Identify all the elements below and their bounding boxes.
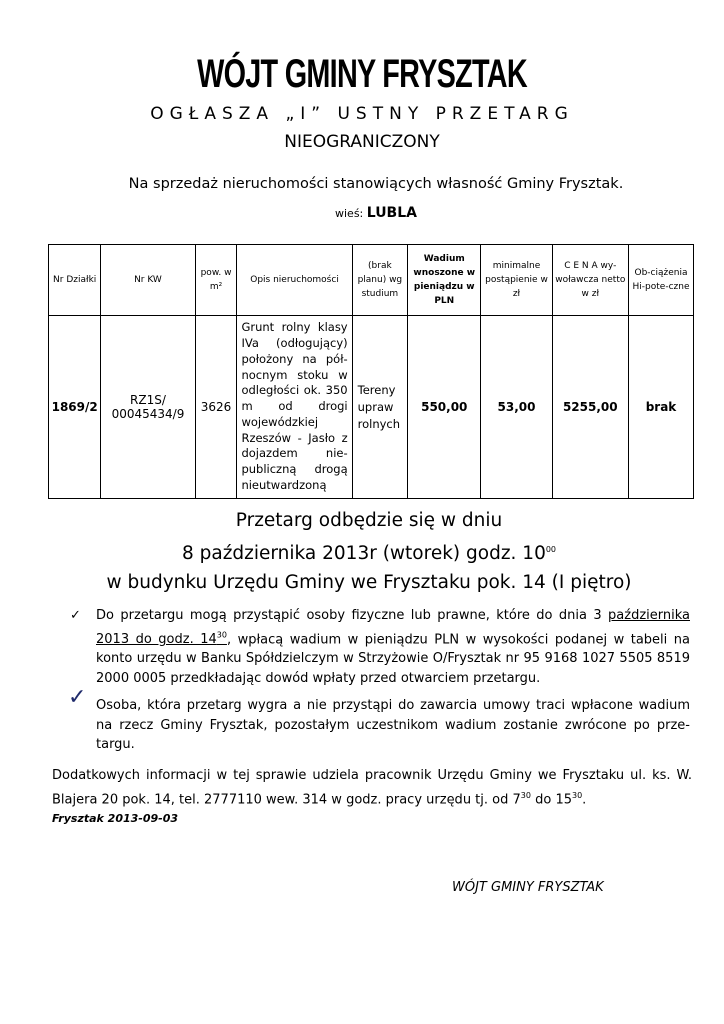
signature: WÓJT GMINY FRYSZTAK — [452, 880, 604, 895]
col-header: Nr Działki — [49, 245, 101, 316]
intro-text: Na sprzedaż nieruchomości stanowiących własność Gminy Frysztak. — [128, 176, 624, 192]
col-header: Wadium wnoszone w pieniądzu w PLN — [408, 245, 481, 316]
plot-area: 3626 — [195, 316, 237, 499]
plot-number: 1869/2 — [49, 316, 101, 499]
condition-text-2: Osoba, która przetarg wygra a nie przystąpi do zawarcia umowy traci wpłacone wadium na rzecz Gminy Frysztak, pozostałym uczestnikom wadium zostanie zwrócone po prze-targu. — [96, 698, 690, 753]
list-item — [68, 685, 690, 755]
deadline-sup: 30 — [216, 630, 227, 640]
auction-type: NIEOGRANICZONY — [284, 132, 440, 152]
village-line — [0, 205, 724, 221]
auction-line-2 — [0, 535, 724, 568]
auction-info — [0, 506, 724, 597]
plots-table — [48, 244, 694, 499]
col-header: (brak planu) wg studium — [352, 245, 407, 316]
deadline-date: października 2013 do godz. 14 — [96, 608, 690, 647]
checkmark-icon: ✓ — [68, 685, 87, 711]
min-increment-value: 53,00 — [481, 316, 552, 499]
village-name: LUBLA — [366, 205, 417, 221]
auction-time-sup: 00 — [545, 545, 557, 554]
info-sup-1: 30 — [520, 791, 531, 800]
col-header: C E N A wy-woławcza netto w zł — [552, 245, 628, 316]
col-header: Opis nieruchomości — [237, 245, 352, 316]
encumbrance-value: brak — [629, 316, 694, 499]
auction-line-1: Przetarg odbędzie się w dniu — [235, 510, 503, 531]
info-end: . — [582, 792, 587, 808]
header-title: WÓJT GMINY FRYSZTAK — [197, 52, 527, 96]
table-header-row — [49, 245, 694, 316]
condition-text-b: , wpłacą wadium w pieniądzu PLN w wysokości podanej w tabeli na konto urzędu w Banku Spółdzielczym w Strzyżowie O/Frysztak nr 95 9168 1027 5505 8519 2000 0005 przedkładając dowód wpłaty przed otwarciem przetargu. — [96, 631, 690, 686]
price-value: 5255,00 — [552, 316, 628, 499]
village-label: wieś: — [335, 207, 364, 220]
plot-description: Grunt rolny klasy IVa (odłogujący) położony na pół-nocnym stoku w odległości ok. 350 m od drogi wojewódzkiej Rzeszów - Jasło z dojazdem nie-publiczną drogą nieutwardzoną — [237, 316, 352, 499]
announcement-line: OGŁASZA „I” USTNY PRZETARG — [150, 104, 574, 124]
document-date: Frysztak 2013-09-03 — [52, 812, 179, 825]
additional-info — [52, 766, 692, 810]
deposit-value: 550,00 — [408, 316, 481, 499]
checkmark-icon: ✓ — [70, 608, 81, 623]
kw-number: RZ1S/ 00045434/9 — [101, 316, 195, 499]
conditions-list — [68, 606, 690, 763]
table-row — [49, 316, 694, 499]
info-sup-2: 30 — [571, 791, 583, 800]
col-header: minimalne postąpienie w zł — [481, 245, 552, 316]
col-header: Nr KW — [101, 245, 195, 316]
col-header: pow. w m² — [195, 245, 237, 316]
condition-text-a: Do przetargu mogą przystąpić osoby fizyczne lub prawne, które do dnia 3 — [96, 608, 609, 623]
land-use: Tereny upraw rolnych — [352, 316, 407, 499]
info-mid: do 15 — [530, 792, 572, 808]
info-text: Dodatkowych informacji w tej sprawie udziela pracownik Urzędu Gminy we Frysztaku ul. ks. W. Blajera 20 pok. 14, tel. 2777110 wew. 314 w godz. pracy urzędu tj. od 7 — [52, 768, 692, 808]
list-item — [70, 606, 690, 688]
col-header: Ob-ciążenia Hi-pote-czne — [629, 245, 694, 316]
auction-date: 8 października 2013r (wtorek) godz. 10 — [181, 543, 546, 565]
auction-line-3: w budynku Urzędu Gminy we Frysztaku pok. 14 (I piętro) — [106, 572, 632, 594]
